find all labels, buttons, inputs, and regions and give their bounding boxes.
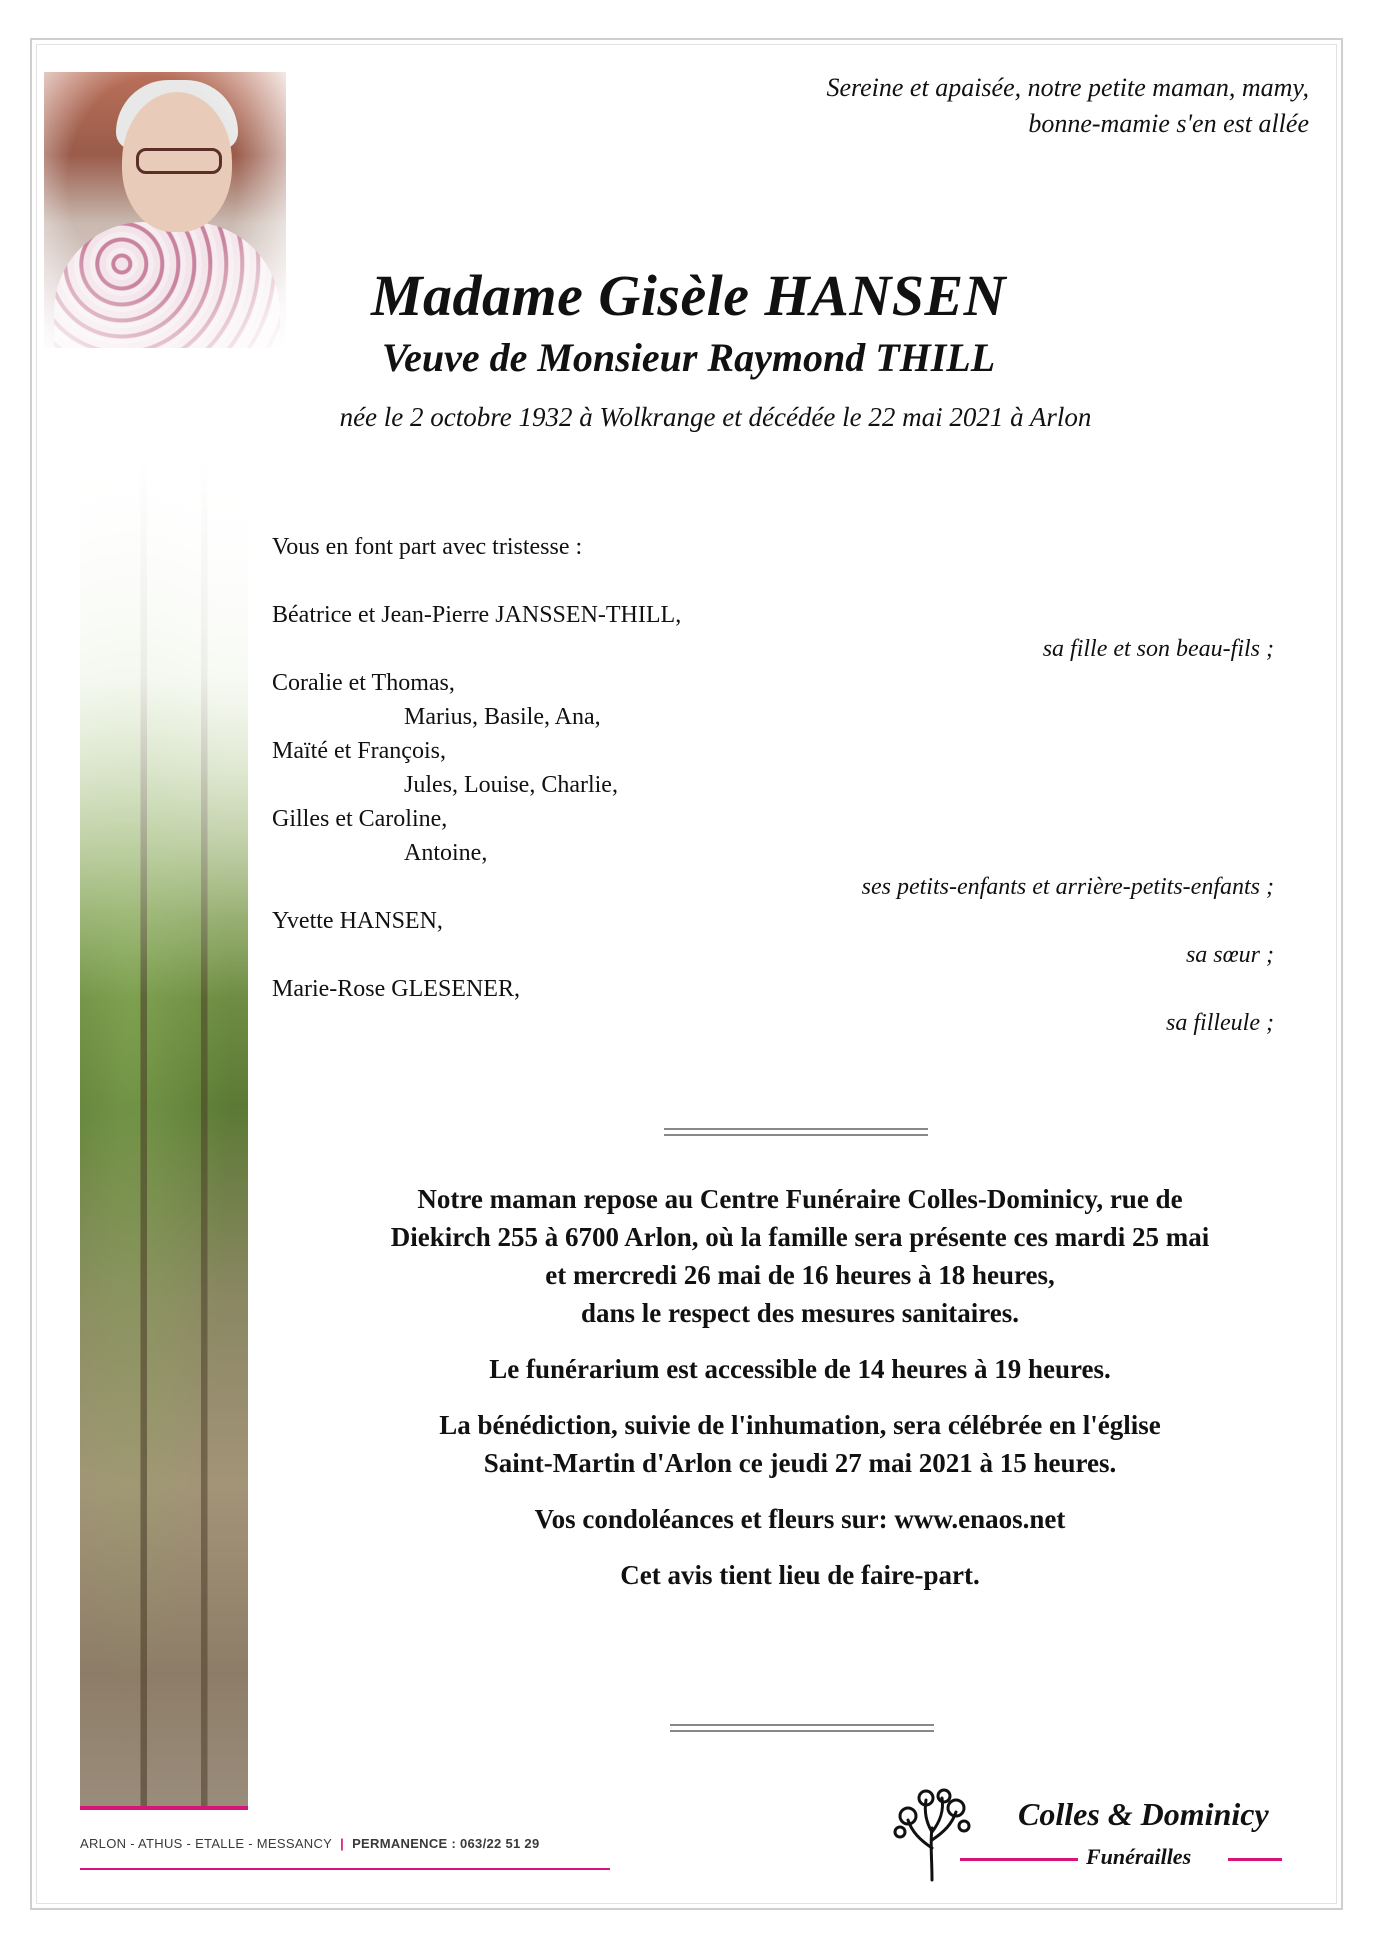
info-line: dans le respect des mesures sanitaires. — [581, 1298, 1019, 1328]
footer-contact — [80, 1836, 540, 1851]
epigraph-line: Sereine et apaisée, notre petite maman, mamy, — [826, 73, 1309, 102]
family-announcement — [272, 530, 1274, 1040]
family-member: Marius, Basile, Ana, — [404, 704, 601, 730]
tree-icon — [890, 1788, 974, 1884]
footer-permanence: PERMANENCE : 063/22 51 29 — [352, 1836, 540, 1851]
logo-accent-line — [960, 1858, 1078, 1861]
family-relation: sa fille et son beau-fils ; — [1042, 636, 1274, 662]
accent-bar — [80, 1806, 248, 1810]
funerarium-hours: Le funérarium est accessible de 14 heures à 19 heures. — [489, 1354, 1111, 1384]
family-relation: sa sœur ; — [1185, 942, 1274, 968]
condolences-link[interactable]: Vos condoléances et fleurs sur: www.enaos.net — [534, 1504, 1066, 1534]
epigraph — [826, 70, 1309, 142]
logo-brand: Colles & Dominicy — [1018, 1796, 1269, 1832]
company-logo — [890, 1788, 1290, 1888]
epigraph-line: bonne-mamie s'en est allée — [1028, 109, 1309, 138]
family-list — [272, 598, 1274, 1040]
separator-bottom — [670, 1724, 934, 1732]
visitation-paragraph — [280, 1180, 1320, 1332]
logo-subtitle: Funérailles — [1086, 1844, 1192, 1869]
blessing-paragraph — [280, 1406, 1320, 1482]
family-member: Yvette HANSEN, — [272, 908, 443, 934]
info-line: Saint-Martin d'Arlon ce jeudi 27 mai 2021 à 15 heures. — [483, 1448, 1117, 1478]
forest-path-photo — [80, 458, 248, 1810]
service-info — [280, 1180, 1320, 1612]
family-member: Marie-Rose GLESENER, — [272, 976, 520, 1002]
footer-separator: | — [340, 1836, 345, 1851]
faire-part-note: Cet avis tient lieu de faire-part. — [620, 1560, 980, 1590]
deceased-name: Madame Gisèle HANSEN — [370, 263, 1007, 328]
info-line: Diekirch 255 à 6700 Arlon, où la famille sera présente ces mardi 25 mai — [390, 1222, 1210, 1252]
info-line: et mercredi 26 mai de 16 heures à 18 heures, — [545, 1260, 1055, 1290]
info-line: Notre maman repose au Centre Funéraire Colles-Dominicy, rue de — [417, 1184, 1183, 1214]
family-member: Antoine, — [404, 840, 488, 866]
family-member: Coralie et Thomas, — [272, 670, 455, 696]
footer-accent-line — [80, 1868, 610, 1870]
family-intro: Vous en font part avec tristesse : — [272, 534, 583, 560]
logo-accent-line — [1228, 1858, 1282, 1861]
info-line: La bénédiction, suivie de l'inhumation, sera célébrée en l'église — [439, 1410, 1161, 1440]
family-member: Jules, Louise, Charlie, — [404, 772, 618, 798]
family-member: Béatrice et Jean-Pierre JANSSEN-THILL, — [272, 602, 682, 628]
family-relation: ses petits-enfants et arrière-petits-enfants ; — [861, 874, 1274, 900]
family-relation: sa filleule ; — [1166, 1010, 1274, 1036]
footer-locations: ARLON - ATHUS - ETALLE - MESSANCY — [80, 1836, 333, 1851]
family-member: Gilles et Caroline, — [272, 806, 448, 832]
separator-top — [664, 1128, 928, 1136]
family-member: Maïté et François, — [272, 738, 446, 764]
deceased-spouse: Veuve de Monsieur Raymond THILL — [381, 335, 996, 380]
deceased-dates: née le 2 octobre 1932 à Wolkrange et décédée le 22 mai 2021 à Arlon — [339, 402, 1092, 432]
